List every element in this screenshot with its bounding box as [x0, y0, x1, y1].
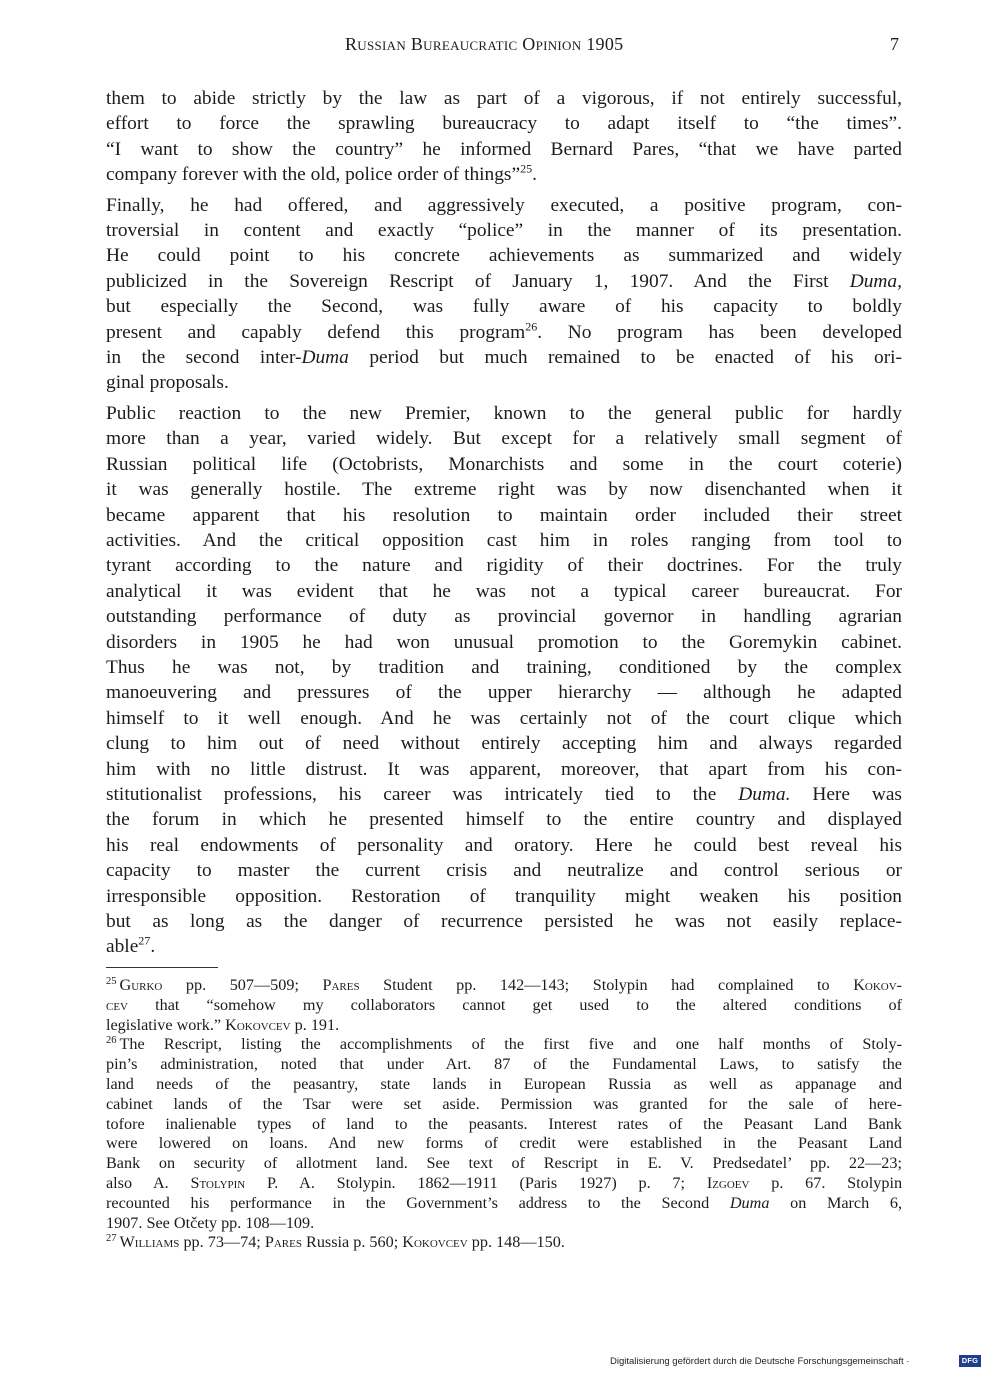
dfg-logo-icon: DFG [959, 1355, 981, 1367]
footnote-line: pin’s administration, noted that under Art. 87 of the Fundamental Laws, to satisfy the [106, 1055, 902, 1074]
author-name: Pares [264, 1233, 302, 1252]
text-line: became apparent that his resolution to maintain order included their street [106, 504, 902, 526]
footnote-line [106, 1233, 902, 1253]
text-segment: . No program has been developed [537, 321, 903, 343]
author-name: Izgoev [706, 1173, 750, 1192]
footnote-27 [106, 1233, 902, 1253]
text-line: Russian political life (Octobrists, Monarchists and some in the court coterie) [106, 453, 902, 475]
text-segment: Russia p. 560; [306, 1233, 399, 1252]
text-line: analytical it was evident that he was not a typical career bureaucrat. For [106, 580, 902, 602]
author-name: Williams [119, 1233, 180, 1252]
text-line: himself to it well enough. And he was certainly not of the court clique which [106, 707, 902, 729]
text-line: Finally, he had offered, and aggressively executed, a positive program, con- [106, 194, 902, 216]
text-segment: The Rescript, listing the accomplishments of the first five and one half months of Stoly- [119, 1035, 902, 1054]
text-segment: company forever with the old, police order of things” [106, 164, 521, 186]
text-line: him with no little distrust. It was apparent, moreover, that apart from his con- [106, 758, 902, 780]
text-line: effort to force the sprawling bureaucracy to adapt itself to “the times”. [106, 113, 902, 135]
text-line [106, 320, 902, 345]
text-segment: . [532, 164, 537, 186]
text-segment: pp. 73—74; [183, 1233, 261, 1252]
footnote-line: tofore inalienable types of land to the peasants. Interest rates of the Peasant Land Bank [106, 1114, 902, 1133]
author-name: cev [106, 995, 128, 1014]
text-segment: recounted his performance in the Government’s address to the Second [106, 1193, 710, 1212]
footnote-line: cabinet lands of the Tsar were set aside. Permission was granted for the sale of here- [106, 1094, 902, 1113]
text-segment: that “somehow my collaborators cannot get used to the altered conditions of [155, 995, 903, 1014]
text-segment: publicized in the Sovereign Rescript of January 1, 1907. And the First [106, 270, 829, 292]
text-line: ginal proposals. [106, 372, 229, 394]
text-line: “I want to show the country” he informed Bernard Pares, “that we have parted [106, 138, 902, 160]
author-name: Kokovcev [225, 1015, 291, 1034]
text-segment: Here was [812, 783, 902, 805]
body-text [106, 86, 902, 960]
footnote-line [106, 1035, 902, 1055]
text-line: Public reaction to the new Premier, known to the general public for hardly [106, 402, 902, 424]
footnote-line [106, 996, 902, 1016]
footnote-line: land needs of the peasantry, state lands in European Russia as well as appanage and [106, 1074, 902, 1093]
text-line: disorders in 1905 he had won unusual promotion to the Goremykin cabinet. [106, 631, 902, 653]
text-line [106, 934, 902, 959]
text-segment: legislative work.” [106, 1015, 222, 1034]
text-segment: able [106, 936, 139, 958]
text-line: it was generally hostile. The extreme right was by now disenchanted when it [106, 479, 902, 501]
text-line: tyrant according to the nature and rigidity of their doctrines. For the truly [106, 555, 902, 577]
text-line: activities. And the critical opposition cast him in roles ranging from tool to [106, 529, 902, 551]
text-line: but especially the Second, was fully aware of his capacity to boldly [106, 296, 902, 318]
footnote-ref-26[interactable]: 26 [525, 319, 538, 334]
footnote-ref-25[interactable]: 25 [520, 161, 533, 176]
text-line: them to abide strictly by the law as part of a vigorous, if not entirely successful, [106, 88, 902, 109]
credit-text: Digitalisierung gefördert durch die Deutsche Forschungsgemeinschaft · [610, 1356, 910, 1367]
text-segment: p. 67. Stolypin [771, 1173, 903, 1192]
text-line: clung to him out of need without entirely accepting him and always regarded [106, 733, 902, 755]
text-line [106, 269, 902, 294]
digitization-credit [610, 1355, 980, 1369]
footnote-line [106, 1174, 902, 1194]
running-title: Russian Bureaucratic Opinion 1905 [345, 34, 624, 54]
footnote-line: were lowered on loans. And new forms of credit were established in the Peasant Land [106, 1134, 902, 1153]
text-segment: stitutionalist professions, his career was intricately tied to the [106, 783, 717, 805]
text-line: manoeuvering and pressures of the upper hierarchy — although he adapted [106, 682, 902, 704]
author-name: Stolypin [190, 1173, 246, 1192]
footnote-ref-27[interactable]: 27 [138, 933, 151, 948]
footnote-mark: 26 [106, 1035, 117, 1046]
text-segment: pp. 507—509; [185, 976, 299, 994]
italic-term: Duma, [849, 270, 902, 292]
author-name: Gurko [119, 976, 163, 994]
text-segment: also A. [106, 1173, 169, 1192]
text-line: his real endowments of personality and oratory. Here he could best reveal his [106, 834, 902, 856]
text-line: more than a year, varied widely. But except for a relatively small segment of [106, 428, 902, 450]
italic-term: Duma. [738, 783, 791, 805]
text-segment: present and capably defend this program [106, 321, 526, 343]
text-line [106, 162, 902, 187]
text-segment: in the second inter- [106, 347, 302, 369]
footnote-26 [106, 1035, 902, 1233]
italic-term: Duma [301, 347, 349, 369]
paragraph-2 [106, 193, 902, 396]
text-segment: pp. 148—150. [471, 1233, 565, 1252]
footnotes [106, 976, 902, 1253]
text-line: Thus he was not, by tradition and training, conditioned by the complex [106, 656, 902, 678]
footnote-line [106, 1016, 902, 1036]
text-line: irresponsible opposition. Restoration of tranquility might weaken his position [106, 885, 902, 907]
footnote-mark: 25 [106, 975, 117, 987]
footnote-mark: 27 [106, 1232, 117, 1244]
text-segment: . [150, 936, 156, 958]
text-line: capacity to master the current crisis and neutralize and control serious or [106, 860, 902, 882]
text-segment: p. 191. [294, 1015, 340, 1034]
paragraph-3 [106, 401, 902, 960]
text-line: troversial in content and exactly “police” in the manner of its presentation. [106, 220, 902, 242]
footnote-line [106, 1194, 902, 1214]
text-line [106, 345, 902, 370]
page-number: 7 [890, 34, 899, 54]
text-line: but as long as the danger of recurrence persisted he was not easily replace- [106, 911, 902, 932]
footnote-line [106, 976, 902, 996]
paragraph-1 [106, 86, 902, 188]
text-segment: P. A. Stolypin. 1862—1911 (Paris 1927) p. 7; [267, 1173, 686, 1192]
footnote-line: Bank on security of allotment land. See text of Rescript in E. V. Predsedatel’ pp. 22—23; [106, 1154, 902, 1173]
footnote-line: 1907. See Otčety pp. 108—109. [106, 1213, 315, 1232]
text-segment: Student pp. 142—143; Stolypin had complained to [383, 976, 830, 994]
text-line: outstanding performance of duty as provincial governor in handling agrarian [106, 606, 902, 628]
text-segment: period but much remained to be enacted of his ori- [369, 347, 902, 369]
text-line: the forum in which he presented himself to the entire country and displayed [106, 809, 902, 831]
footnote-25 [106, 976, 902, 1035]
text-segment: on March 6, [790, 1193, 903, 1212]
author-name: Kokov- [853, 976, 903, 994]
author-name: Kokovcev [402, 1233, 468, 1252]
running-header [0, 34, 1000, 62]
text-line: He could point to his concrete achievements as summarized and widely [106, 245, 902, 267]
footnote-divider [106, 967, 218, 968]
italic-term: Duma [729, 1193, 770, 1212]
author-name: Pares [322, 976, 360, 994]
text-line [106, 782, 902, 807]
